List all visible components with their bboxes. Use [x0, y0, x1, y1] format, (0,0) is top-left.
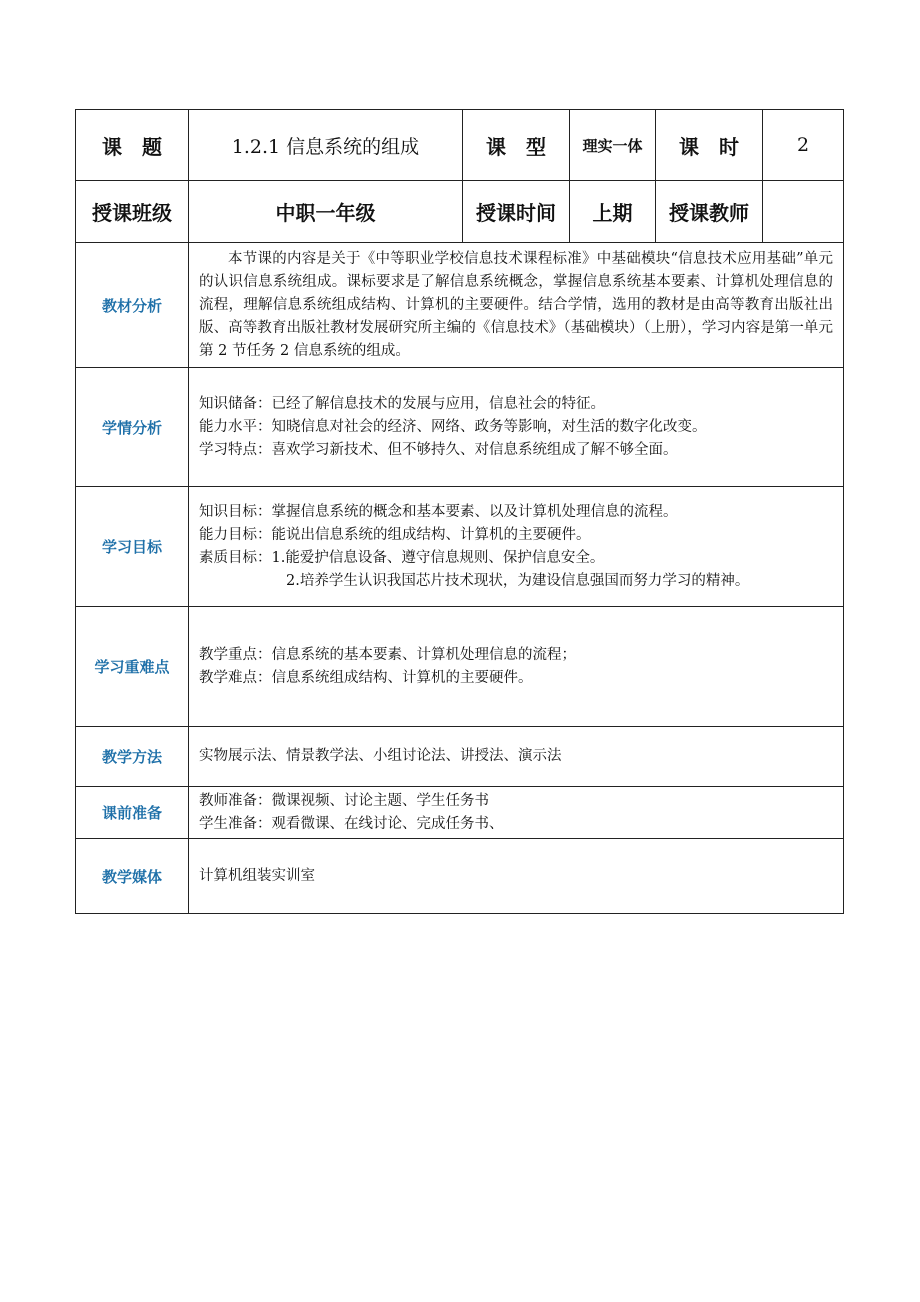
teacher-prep-line: 教师准备：微课视频、讨论主题、学生任务书 — [199, 792, 489, 809]
methods-text: 实物展示法、情景教学法、小组讨论法、讲授法、演示法 — [199, 748, 562, 764]
type-value: 理实一体 — [570, 110, 656, 181]
key-point-line: 教学重点：信息系统的基本要素、计算机处理信息的流程； — [199, 646, 576, 663]
type-label: 课 型 — [463, 110, 570, 181]
students-row — [76, 368, 844, 487]
goals-label: 学习目标 — [76, 487, 189, 607]
header-row-1 — [76, 110, 844, 181]
topic-value: 1.2.1 信息系统的组成 — [189, 110, 463, 181]
methods-label: 教学方法 — [76, 727, 189, 787]
goals-row — [76, 487, 844, 607]
students-content — [189, 368, 844, 487]
students-line-ability: 能力水平：知晓信息对社会的经济、网络、政务等影响，对生活的数字化改变。 — [199, 418, 707, 435]
methods-row — [76, 727, 844, 787]
teacher-value — [763, 181, 844, 243]
lesson-plan-table — [75, 109, 844, 914]
hours-value: 2 — [763, 110, 844, 181]
key-points-row — [76, 607, 844, 727]
key-points-label: 学习重难点 — [76, 607, 189, 727]
methods-content — [189, 727, 844, 787]
difficult-point-line: 教学难点：信息系统组成结构、计算机的主要硬件。 — [199, 669, 533, 686]
preparation-content — [189, 787, 844, 839]
key-points-content — [189, 607, 844, 727]
goals-content — [189, 487, 844, 607]
media-row — [76, 839, 844, 914]
class-value: 中职一年级 — [189, 181, 463, 243]
textbook-content — [189, 243, 844, 368]
textbook-label: 教材分析 — [76, 243, 189, 368]
goals-line-quality-2: 2.培养学生认识我国芯片技术现状，为建设信息强国而努力学习的精神。 — [286, 572, 750, 589]
textbook-text: 本节课的内容是关于《中等职业学校信息技术课程标准》中基础模块“信息技术应用基础”单元的认识信息系统组成。课标要求是了解信息系统概念，掌握信息系统基本要素、计算机处理信息的流程，理解信息系统组成结构、计算机的主要硬件。结合学情，选用的教材是由高等教育出版社出版、高等教育出版社教材发展研究所主编的《信息技术》（基础模块）（上册），学习内容是第一单元第 2 节任务 2 信息系统的组成。 — [199, 250, 833, 359]
class-label: 授课班级 — [76, 181, 189, 243]
media-label: 教学媒体 — [76, 839, 189, 914]
topic-label: 课 题 — [76, 110, 189, 181]
goals-line-knowledge: 知识目标：掌握信息系统的概念和基本要素、以及计算机处理信息的流程。 — [199, 503, 678, 520]
textbook-row — [76, 243, 844, 368]
goals-line-quality: 素质目标：1.能爱护信息设备、遵守信息规则、保护信息安全。 — [199, 549, 605, 566]
hours-label: 课 时 — [656, 110, 763, 181]
time-value: 上期 — [570, 181, 656, 243]
students-label: 学情分析 — [76, 368, 189, 487]
preparation-row — [76, 787, 844, 839]
time-label: 授课时间 — [463, 181, 570, 243]
media-text: 计算机组装实训室 — [199, 867, 315, 884]
preparation-label: 课前准备 — [76, 787, 189, 839]
media-content — [189, 839, 844, 914]
students-line-knowledge: 知识储备：已经了解信息技术的发展与应用，信息社会的特征。 — [199, 395, 605, 412]
goals-line-ability: 能力目标：能说出信息系统的组成结构、计算机的主要硬件。 — [199, 526, 591, 543]
header-row-2 — [76, 181, 844, 243]
teacher-label: 授课教师 — [656, 181, 763, 243]
student-prep-line: 学生准备：观看微课、在线讨论、完成任务书、 — [199, 815, 504, 832]
students-line-traits: 学习特点：喜欢学习新技术、但不够持久、对信息系统组成了解不够全面。 — [199, 441, 678, 458]
